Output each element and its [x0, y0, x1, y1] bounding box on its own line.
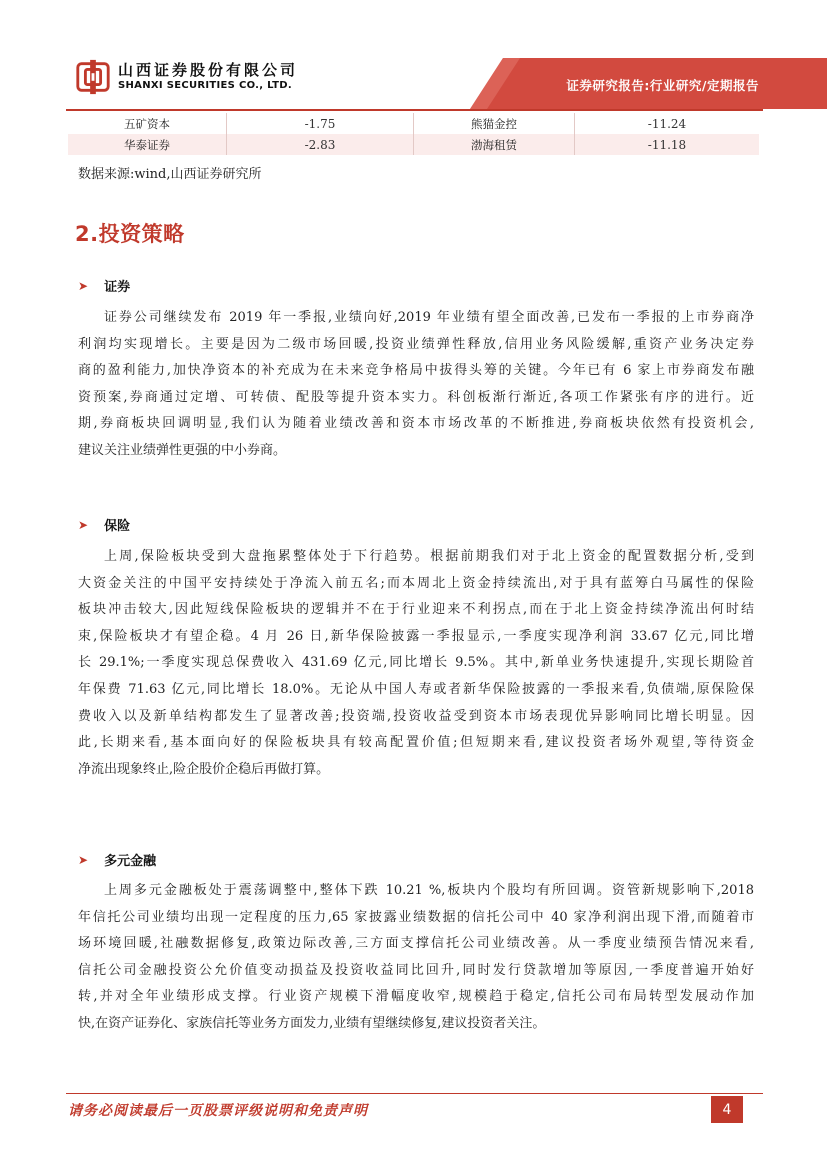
data-source-note: 数据来源:wind,山西证券研究所: [78, 167, 262, 182]
page-number: 4: [711, 1096, 743, 1123]
paragraph-diversified: [78, 878, 754, 1038]
stock-change-table: [68, 113, 759, 155]
header-divider: [66, 109, 763, 111]
footer-disclaimer: 请务必阅读最后一页股票评级说明和免责声明: [68, 1103, 368, 1119]
company-name-en: SHANXI SECURITIES CO., LTD.: [118, 80, 292, 91]
subsection-heading-diversified: [78, 850, 156, 869]
paragraph-line: 长 29.1%;一季度实现总保费收入 431.69 亿元,同比增长 9.5%。其中,新单业务快速提升,实现长期险首: [78, 655, 754, 671]
paragraph-line: 场环境回暖,社融数据修复,政策边际改善,三方面支撑信托公司业绩改善。从一季度业绩预告情况来看,: [78, 936, 754, 952]
paragraph-line: 板块冲击较大,因此短线保险板块的逻辑并不在于行业迎来不利拐点,而在于北上资金持续净流出何时结: [78, 602, 754, 618]
paragraph-line: 上周多元金融板处于震荡调整中,整体下跌 10.21 %,板块内个股均有所回调。资管新规影响下,2018: [104, 883, 754, 898]
table-cell-stock-name: 渤海租赁: [414, 134, 575, 155]
company-name-cn: 山西证券股份有限公司: [118, 61, 299, 79]
paragraph-line: 年保费 71.63 亿元,同比增长 18.0%。无论从中国人寿或者新华保险披露的一季报来看,负债端,原保险保: [78, 681, 754, 697]
paragraph-line: 净流出现象终止,险企股价企稳后再做打算。: [78, 761, 330, 777]
subsection-heading-label: 保险: [104, 519, 131, 534]
paragraph-line: 利润均实现增长。主要是因为二级市场回暖,投资业绩弹性释放,信用业务风险缓解,重资产业务决定券: [78, 336, 754, 352]
table-row: [68, 134, 759, 155]
section-title: 2.投资策略: [75, 222, 185, 246]
paragraph-securities: [78, 305, 754, 465]
arrow-bullet-icon: ➤: [78, 517, 89, 532]
subsection-heading-label: 证券: [104, 280, 131, 295]
table-cell-change: -2.83: [227, 134, 414, 155]
arrow-bullet-icon: ➤: [78, 852, 89, 867]
paragraph-line: 快,在资产证券化、家族信托等业务方面发力,业绩有望继续修复,建议投资者关注。: [78, 1015, 546, 1031]
paragraph-line: 证券公司继续发布 2019 年一季报,业绩向好,2019 年业绩有望全面改善,已发布一季报的上市券商净: [104, 310, 754, 325]
table-row: [68, 113, 759, 134]
paragraph-insurance: [78, 544, 754, 783]
report-type: 证券研究报告:行业研究/定期报告: [566, 78, 759, 93]
paragraph-line: 信托公司金融投资公允价值变动损益及投资收益同比回升,同时发行贷款增加等原因,一季度普遍开始好: [78, 962, 754, 978]
paragraph-line: 转,并对全年业绩形成支撑。行业资产规模下滑幅度收窄,规模趋于稳定,信托公司布局转型发展动作加: [78, 989, 754, 1005]
table-cell-change: -11.18: [575, 134, 760, 155]
paragraph-line: 资预案,券商通过定增、可转债、配股等提升资本实力。科创板渐行渐近,各项工作紧张有序的进行。近: [78, 389, 754, 405]
company-logo: [74, 58, 298, 96]
table-cell-change: -11.24: [575, 113, 760, 134]
subsection-heading-insurance: [78, 515, 130, 534]
table-cell-stock-name: 熊猫金控: [414, 113, 575, 134]
paragraph-line: 大资金关注的中国平安持续处于净流入前五名;而本周北上资金持续流出,对于具有蓝筹白马属性的保险: [78, 575, 754, 591]
table-cell-stock-name: 五矿资本: [68, 113, 227, 134]
subsection-heading-label: 多元金融: [104, 854, 157, 869]
arrow-bullet-icon: ➤: [78, 278, 89, 293]
table-cell-stock-name: 华泰证券: [68, 134, 227, 155]
paragraph-line: 商的盈利能力,加快净资本的补充成为在未来竞争格局中拔得头筹的关键。今年已有 6 家上市券商发布融: [78, 363, 754, 379]
subsection-heading-securities: [78, 276, 130, 295]
company-logo-icon: [74, 58, 112, 96]
paragraph-line: 此,长期来看,基本面向好的保险板块具有较高配置价值;但短期来看,建议投资者场外观望,等待资金: [78, 735, 754, 751]
footer-divider: [66, 1093, 763, 1094]
table-cell-change: -1.75: [227, 113, 414, 134]
paragraph-line: 年信托公司业绩均出现一定程度的压力,65 家披露业绩数据的信托公司中 40 家净利润出现下滑,而随着市: [78, 909, 754, 925]
paragraph-line: 费收入以及新单结构都发生了显著改善;投资端,投资收益受到资本市场表现优异影响同比增长明显。因: [78, 708, 754, 724]
paragraph-line: 建议关注业绩弹性更强的中小券商。: [78, 442, 287, 458]
paragraph-line: 束,保险板块才有望企稳。4 月 26 日,新华保险披露一季报显示,一季度实现净利润 33.67 亿元,同比增: [78, 628, 754, 644]
paragraph-line: 上周,保险板块受到大盘拖累整体处于下行趋势。根据前期我们对于北上资金的配置数据分析,受到: [104, 549, 754, 564]
page-header: [0, 0, 827, 112]
paragraph-line: 期,券商板块回调明显,我们认为随着业绩改善和资本市场改革的不断推进,券商板块依然有投资机会,: [78, 416, 754, 432]
